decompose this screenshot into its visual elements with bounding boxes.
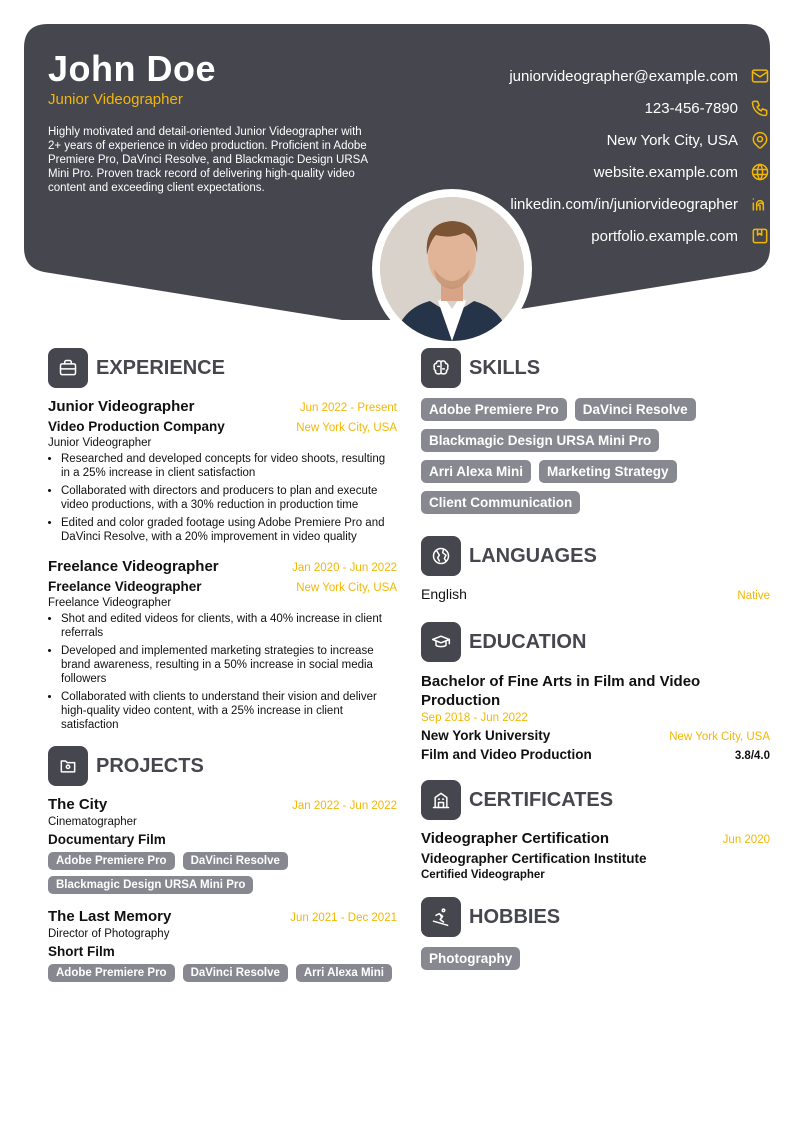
- project-tag: Arri Alexa Mini: [296, 964, 392, 982]
- job-bullet: • Shot and edited videos for clients, with a 40% increase in client referrals: [61, 612, 397, 640]
- project-dates: Jun 2021 - Dec 2021: [290, 912, 397, 924]
- job-bullet: • Collaborated with directors and producers to plan and execute video productions, with a 30% reduction in production time: [61, 484, 397, 512]
- brain-icon: [421, 348, 461, 388]
- hobbies-title: HOBBIES: [469, 905, 561, 928]
- project-tag: Blackmagic Design URSA Mini Pro: [48, 876, 253, 894]
- contact-linkedin[interactable]: [510, 188, 770, 220]
- skill-tag: Marketing Strategy: [539, 460, 677, 483]
- project-tag: Adobe Premiere Pro: [48, 964, 175, 982]
- language-name: English: [421, 586, 467, 602]
- experience-entry: [48, 558, 397, 732]
- job-bullet: • Collaborated with clients to understand their vision and deliver high-quality video content, with a 25% increase in client satisfaction: [61, 690, 397, 732]
- graduation-cap-icon: [421, 622, 461, 662]
- job-company: Video Production Company: [48, 419, 225, 434]
- skill-tag: Blackmagic Design URSA Mini Pro: [421, 429, 659, 452]
- skill-tag: Adobe Premiere Pro: [421, 398, 567, 421]
- project-tags: [48, 852, 397, 894]
- job-position: Freelance Videographer: [48, 558, 219, 575]
- building-icon: [421, 780, 461, 820]
- project-entry: [48, 908, 397, 982]
- phone-icon: [750, 98, 770, 118]
- job-location: New York City, USA: [296, 582, 397, 594]
- education-entry: [421, 672, 770, 762]
- certificates-title: CERTIFICATES: [469, 788, 614, 811]
- job-bullet: • Developed and implemented marketing strategies to increase brand awareness, resulting in a 50% increase in social media followers: [61, 644, 397, 686]
- project-name: The Last Memory: [48, 908, 172, 925]
- project-dates: Jan 2022 - Jun 2022: [292, 800, 397, 812]
- experience-title: EXPERIENCE: [96, 356, 225, 379]
- mail-icon: [750, 66, 770, 86]
- project-name: The City: [48, 796, 108, 813]
- project-type: Short Film: [48, 944, 115, 959]
- education-field: Film and Video Production: [421, 747, 592, 762]
- briefcase-icon: [48, 348, 88, 388]
- certificates-section-header: [421, 780, 770, 820]
- job-bullet: • Edited and color graded footage using Adobe Premiere Pro and DaVinci Resolve, with a 20% improvement in video quality: [61, 516, 397, 544]
- job-company: Freelance Videographer: [48, 579, 202, 594]
- language-row: [421, 586, 770, 602]
- skill-tag: DaVinci Resolve: [575, 398, 696, 421]
- skills-title: SKILLS: [469, 356, 541, 379]
- project-tag: DaVinci Resolve: [183, 852, 288, 870]
- hobbies-section-header: [421, 897, 770, 937]
- language-level: Native: [737, 590, 770, 602]
- education-gpa: 3.8/4.0: [734, 750, 770, 762]
- skiing-icon: [421, 897, 461, 937]
- job-subtitle: Freelance Videographer: [48, 597, 172, 609]
- project-role: Director of Photography: [48, 928, 170, 940]
- education-section-header: [421, 622, 770, 662]
- job-dates: Jun 2022 - Present: [299, 402, 397, 414]
- project-type: Documentary Film: [48, 832, 166, 847]
- globe-icon: [750, 162, 770, 182]
- certificate-name: Videographer Certification: [421, 830, 610, 847]
- contact-website-text: website.example.com: [593, 163, 738, 181]
- contact-phone[interactable]: [645, 92, 770, 124]
- projects-title: PROJECTS: [96, 754, 204, 777]
- profile-summary: Highly motivated and detail-oriented Junior Videographer with 2+ years of experience in video production. Proficient in Adobe Premiere Pro, DaVinci Resolve, and Blackmagic Design URSA Mini Pro. Proven track record of delivering high-quality video content and exceeding client expectations.: [48, 126, 368, 194]
- hobby-tag: Photography: [421, 947, 520, 970]
- avatar: [380, 197, 524, 341]
- folder-icon: [48, 746, 88, 786]
- skill-tag: Client Communication: [421, 491, 580, 514]
- linkedin-icon: [750, 194, 770, 214]
- project-tag: Adobe Premiere Pro: [48, 852, 175, 870]
- education-degree: Bachelor of Fine Arts in Film and Video Production: [421, 673, 701, 709]
- contact-email-text: juniorvideographer@example.com: [509, 67, 738, 85]
- contact-phone-text: 123-456-7890: [644, 99, 738, 117]
- job-dates: Jan 2020 - Jun 2022: [292, 562, 397, 574]
- profile-photo-frame: [372, 189, 532, 349]
- experience-entry: [48, 398, 397, 544]
- skills-section-header: [421, 348, 770, 388]
- contact-location[interactable]: [607, 124, 770, 156]
- project-role: Cinematographer: [48, 816, 137, 828]
- education-school: New York University: [421, 728, 551, 743]
- contact-portfolio[interactable]: [591, 220, 770, 252]
- project-tags: [48, 964, 397, 982]
- project-entry: [48, 796, 397, 894]
- certificate-entry: [421, 830, 770, 881]
- right-column: [421, 348, 770, 970]
- contact-website[interactable]: [594, 156, 770, 188]
- project-tag: DaVinci Resolve: [183, 964, 288, 982]
- projects-section-header: [48, 746, 397, 786]
- candidate-name: John Doe: [48, 48, 217, 89]
- contact-portfolio-text: portfolio.example.com: [591, 227, 738, 245]
- skill-tag: Arri Alexa Mini: [421, 460, 531, 483]
- job-location: New York City, USA: [296, 422, 397, 434]
- contact-location-text: New York City, USA: [606, 131, 738, 149]
- job-subtitle: Junior Videographer: [48, 437, 152, 449]
- certificate-issuer: Videographer Certification Institute: [421, 851, 647, 866]
- job-position: Junior Videographer: [48, 398, 195, 415]
- certificate-subtitle: Certified Videographer: [421, 869, 545, 881]
- map-pin-icon: [750, 130, 770, 150]
- candidate-role: Junior Videographer: [48, 91, 183, 108]
- profile-photo: [380, 197, 524, 341]
- left-column: [48, 348, 397, 996]
- job-bullet: • Researched and developed concepts for video shoots, resulting in a 25% increase in client satisfaction: [61, 452, 397, 480]
- bookmark-icon: [750, 226, 770, 246]
- experience-section-header: [48, 348, 397, 388]
- hobbies-list: [421, 947, 770, 970]
- skills-list: [421, 398, 770, 514]
- languages-title: LANGUAGES: [469, 544, 597, 567]
- contact-email[interactable]: [509, 60, 770, 92]
- certificate-date: Jun 2020: [722, 834, 770, 846]
- education-dates: Sep 2018 - Jun 2022: [421, 712, 528, 724]
- education-location: New York City, USA: [669, 731, 770, 743]
- languages-section-header: [421, 536, 770, 576]
- language-icon: [421, 536, 461, 576]
- contact-linkedin-text: linkedin.com/in/juniorvideographer: [510, 195, 738, 213]
- education-title: EDUCATION: [469, 630, 587, 653]
